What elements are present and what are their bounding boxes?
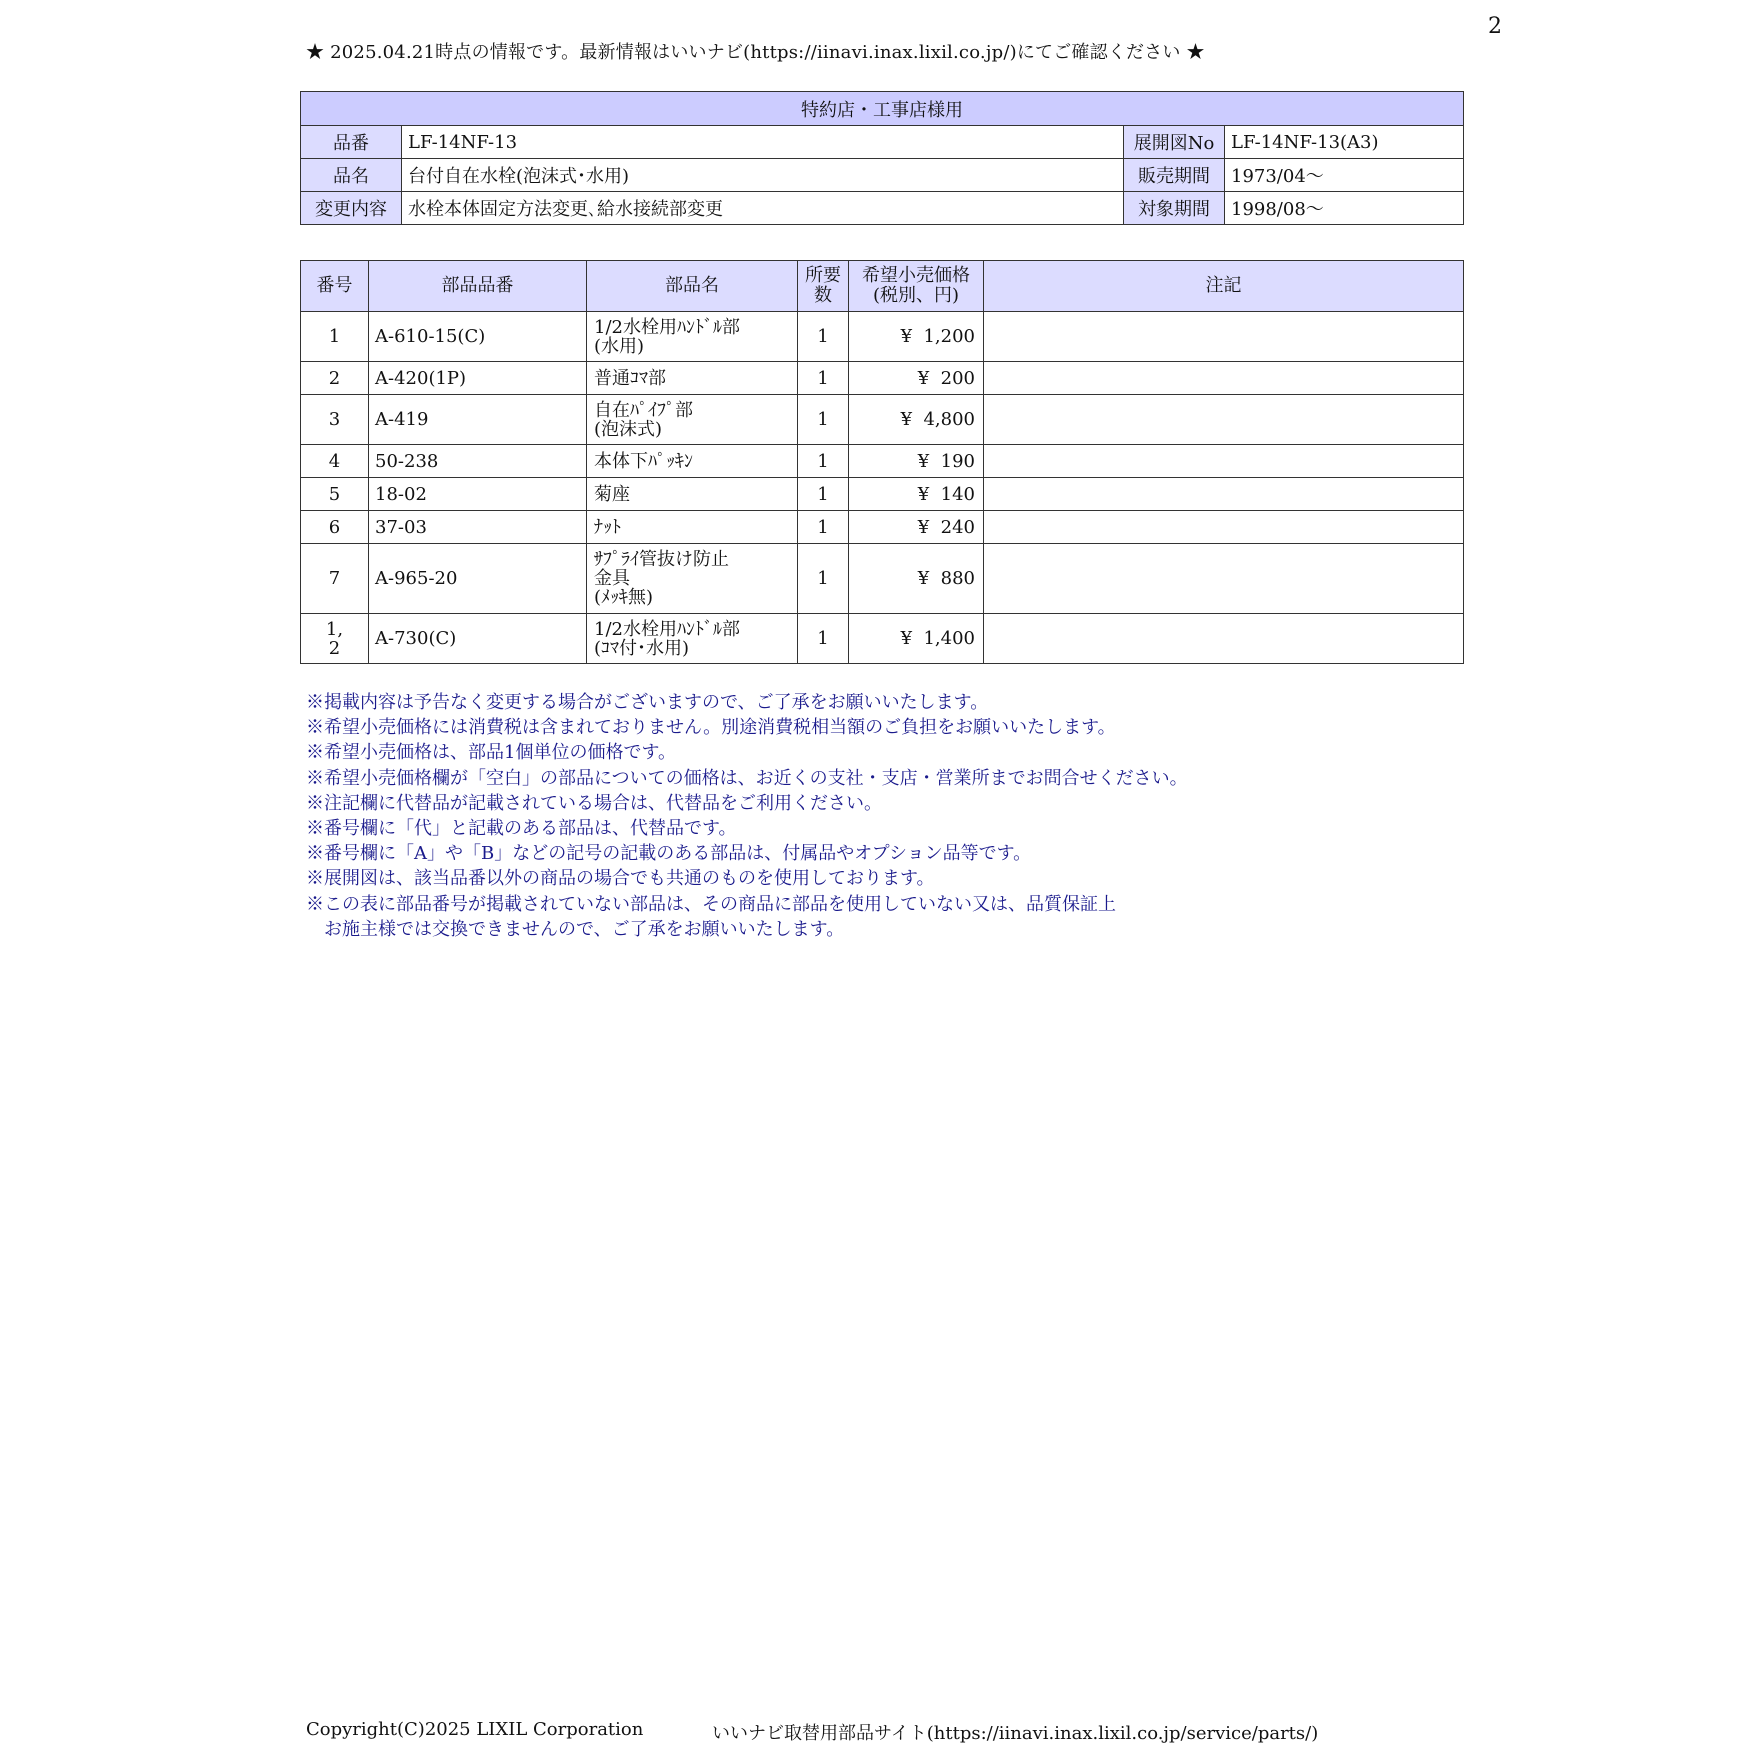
cell-quantity: 1 xyxy=(798,478,849,511)
table-row xyxy=(301,362,1464,395)
info-date-notice: ★ 2025.04.21時点の情報です。最新情報はいいナビ(https://iinavi.inax.lixil.co.jp/)にてご確認ください ★ xyxy=(306,42,1205,63)
table-row xyxy=(301,544,1464,614)
cell-part-name: 本体下ﾊﾟｯｷﾝ xyxy=(587,445,798,478)
cell-price: ¥ 240 xyxy=(849,511,984,544)
header-quantity-line2: 数 xyxy=(814,285,832,306)
cell-part-name: 自在ﾊﾟｲﾌﾟ部 (泡沫式) xyxy=(587,395,798,445)
cell-price: ¥ 1,400 xyxy=(849,614,984,664)
cell-note xyxy=(984,478,1464,511)
cell-no: 3 xyxy=(301,395,369,445)
cell-no: 1, 2 xyxy=(301,614,369,664)
table-row xyxy=(301,312,1464,362)
cell-price: ¥ 190 xyxy=(849,445,984,478)
cell-note xyxy=(984,614,1464,664)
value-diagram-number: LF-14NF-13(A3) xyxy=(1225,126,1464,159)
notes-list xyxy=(306,690,1188,942)
note-item: ※希望小売価格欄が「空白」の部品についての価格は、お近くの支社・支店・営業所までお問合せください。 xyxy=(306,767,1188,789)
label-product-number: 品番 xyxy=(301,126,402,159)
note-item: ※希望小売価格は、部品1個単位の価格です。 xyxy=(306,742,677,764)
header-quantity-line1: 所要 xyxy=(805,265,841,286)
parts-header-row xyxy=(301,261,1464,312)
cell-no: 5 xyxy=(301,478,369,511)
cell-quantity: 1 xyxy=(798,614,849,664)
header-no: 番号 xyxy=(301,261,369,312)
cell-note xyxy=(984,362,1464,395)
note-item: ※番号欄に「A」や「B」などの記号の記載のある部品は、付属品やオプション品等です。 xyxy=(306,843,1032,865)
cell-price: ¥ 140 xyxy=(849,478,984,511)
note-item: ※掲載内容は予告なく変更する場合がございますので、ご了承をお願いいたします。 xyxy=(306,692,989,713)
table-row xyxy=(301,614,1464,664)
cell-part-name: ｻﾌﾟﾗｲ管抜け防止 金具 (ﾒｯｷ無) xyxy=(587,544,798,614)
cell-no: 7 xyxy=(301,544,369,614)
cell-quantity: 1 xyxy=(798,312,849,362)
cell-part-number: A-610-15(C) xyxy=(369,312,587,362)
cell-price: ¥ 200 xyxy=(849,362,984,395)
cell-no: 2 xyxy=(301,362,369,395)
cell-quantity: 1 xyxy=(798,362,849,395)
footer-site: いいナビ取替用部品サイト(https://iinavi.inax.lixil.co.jp/service/parts/) xyxy=(712,1723,1319,1744)
cell-part-number: A-419 xyxy=(369,395,587,445)
table-row xyxy=(301,445,1464,478)
header-quantity xyxy=(798,261,849,312)
cell-no: 6 xyxy=(301,511,369,544)
cell-quantity: 1 xyxy=(798,395,849,445)
label-product-name: 品名 xyxy=(301,159,402,192)
header-note: 注記 xyxy=(984,261,1464,312)
cell-part-number: 18-02 xyxy=(369,478,587,511)
header-price-line2: (税別、円) xyxy=(872,285,960,306)
info-caption-row xyxy=(301,92,1464,126)
cell-quantity: 1 xyxy=(798,544,849,614)
header-part-number: 部品品番 xyxy=(369,261,587,312)
cell-price: ¥ 880 xyxy=(849,544,984,614)
cell-no: 4 xyxy=(301,445,369,478)
product-info-table xyxy=(300,91,1464,225)
header-price xyxy=(849,261,984,312)
cell-note xyxy=(984,511,1464,544)
info-row-product-name xyxy=(301,159,1464,192)
header-price-line1: 希望小売価格 xyxy=(862,265,970,286)
cell-part-name: 普通ｺﾏ部 xyxy=(587,362,798,395)
cell-quantity: 1 xyxy=(798,445,849,478)
cell-part-number: 50-238 xyxy=(369,445,587,478)
info-row-change xyxy=(301,192,1464,225)
cell-note xyxy=(984,312,1464,362)
cell-part-number: A-420(1P) xyxy=(369,362,587,395)
note-item: ※注記欄に代替品が記載されている場合は、代替品をご利用ください。 xyxy=(306,792,882,814)
header-part-name: 部品名 xyxy=(587,261,798,312)
value-target-period: 1998/08～ xyxy=(1225,192,1464,225)
label-change-details: 変更内容 xyxy=(301,192,402,225)
table-row xyxy=(301,511,1464,544)
page-number: 2 xyxy=(1488,14,1502,39)
value-product-name: 台付自在水栓(泡沫式･水用) xyxy=(402,159,1124,192)
note-item: ※番号欄に「代」と記載のある部品は、代替品です。 xyxy=(306,818,737,840)
cell-price: ¥ 4,800 xyxy=(849,395,984,445)
note-item: ※希望小売価格には消費税は含まれておりません。別途消費税相当額のご負担をお願いいたします。 xyxy=(306,717,1116,739)
cell-part-name: 1/2水栓用ﾊﾝﾄﾞﾙ部 (ｺﾏ付･水用) xyxy=(587,614,798,664)
label-target-period: 対象期間 xyxy=(1124,192,1225,225)
cell-part-name: 1/2水栓用ﾊﾝﾄﾞﾙ部 (水用) xyxy=(587,312,798,362)
cell-part-name: 菊座 xyxy=(587,478,798,511)
cell-part-number: A-965-20 xyxy=(369,544,587,614)
table-row xyxy=(301,478,1464,511)
cell-quantity: 1 xyxy=(798,511,849,544)
note-item: ※展開図は、該当品番以外の商品の場合でも共通のものを使用しております。 xyxy=(306,868,935,890)
note-item: お施主様では交換できませんので、ご了承をお願いいたします。 xyxy=(306,918,845,940)
footer-copyright: Copyright(C)2025 LIXIL Corporation xyxy=(306,1719,644,1740)
cell-price: ¥ 1,200 xyxy=(849,312,984,362)
cell-part-name: ﾅｯﾄ xyxy=(587,511,798,544)
cell-part-number: A-730(C) xyxy=(369,614,587,664)
note-item: ※この表に部品番号が掲載されていない部品は、その商品に部品を使用していない又は、品質保証上 xyxy=(306,893,1116,915)
cell-note xyxy=(984,445,1464,478)
cell-note xyxy=(984,395,1464,445)
cell-no: 1 xyxy=(301,312,369,362)
value-sales-period: 1973/04～ xyxy=(1225,159,1464,192)
parts-table xyxy=(300,260,1464,664)
label-sales-period: 販売期間 xyxy=(1124,159,1225,192)
cell-part-number: 37-03 xyxy=(369,511,587,544)
value-product-number: LF-14NF-13 xyxy=(402,126,1124,159)
info-row-product-number xyxy=(301,126,1464,159)
info-caption: 特約店・工事店様用 xyxy=(301,92,1464,126)
label-diagram-number: 展開図No xyxy=(1124,126,1225,159)
value-change-details: 水栓本体固定方法変更､給水接続部変更 xyxy=(402,192,1124,225)
cell-note xyxy=(984,544,1464,614)
table-row xyxy=(301,395,1464,445)
